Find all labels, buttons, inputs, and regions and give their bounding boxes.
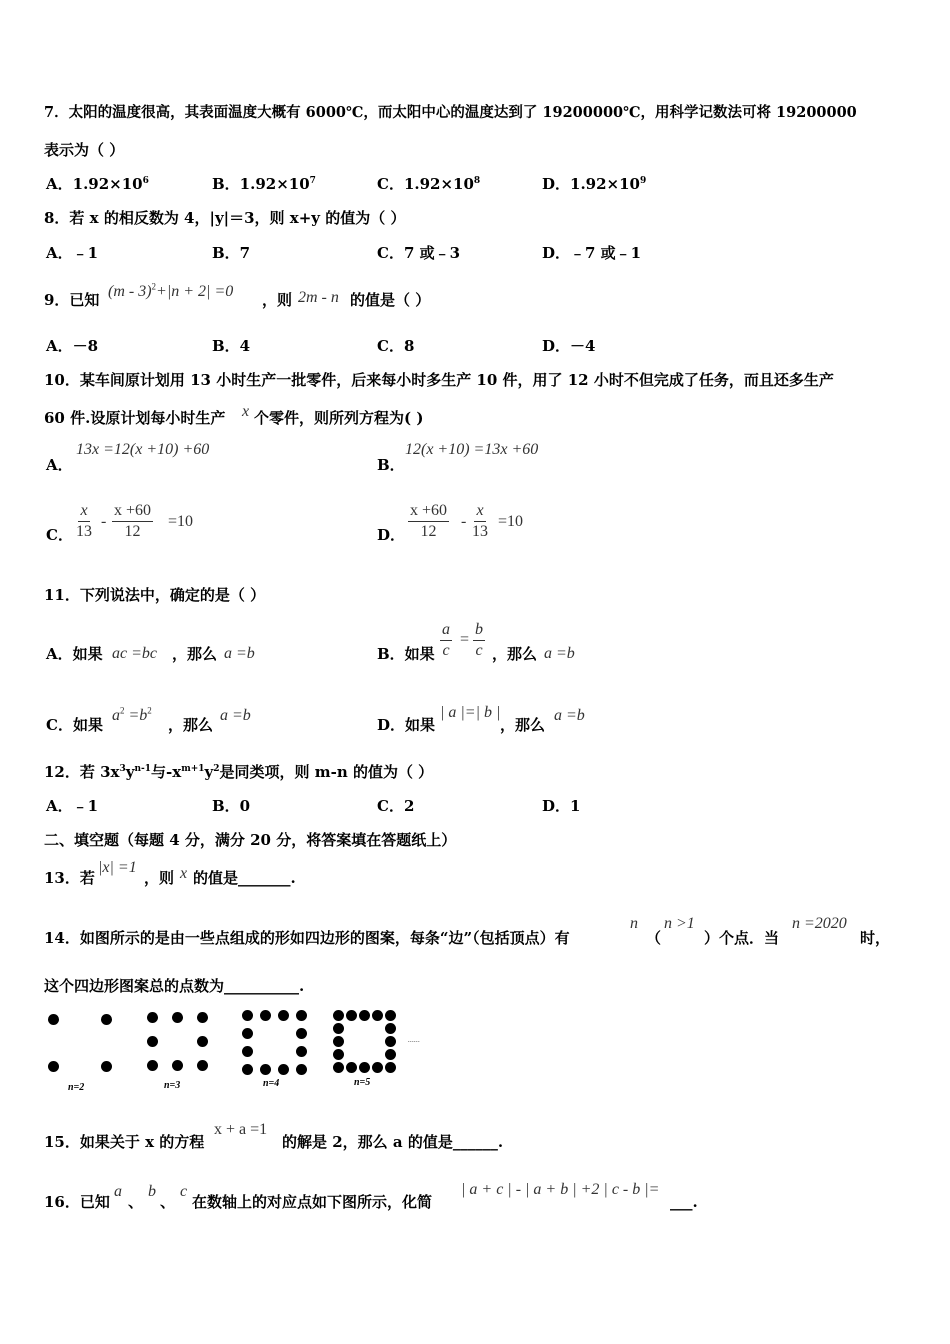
q9-prefix: 9．已知 [44,291,100,309]
figure-dot [172,1012,183,1023]
q16-var-b: b [148,1183,156,1200]
q11-option-b-mid: ，那么 [492,645,538,663]
q9-expression: 2m - n [298,289,339,306]
q12-stem: 12．若 $3x^3y^{n-1}$与$-x^{m+1}y^2$是同类项，则 m-n 的值为（ ） [44,763,434,781]
q11-option-b-frac2: $\frac{b}{c}$ [475,621,483,659]
figure-dot [147,1012,158,1023]
q9-equation: (m - 3)$^2$+|n + 2| =0 [108,281,234,300]
q16-var-a: a [114,1183,122,1200]
q16-expression: | a + c | - | a + b | +2 | c - b |= [461,1181,660,1198]
q14-paren: （ [646,929,662,947]
figure-dot [333,1023,344,1034]
figure-dot [372,1010,383,1021]
figure-dot [172,1060,183,1071]
figure-dot [333,1036,344,1047]
q7-line1: 7．太阳的温度很高，其表面温度大概有 6000℃，而太阳中心的温度达到了 19200000℃，用科学记数法可将 19200000 [44,104,857,121]
q15-prefix: 15．如果关于 x 的方程 [44,1133,205,1151]
figure-dot [260,1010,271,1021]
figure-dot [333,1062,344,1073]
q10-option-d-minus: - [461,513,467,530]
figure-dot [296,1064,307,1075]
figure-dot [48,1061,59,1072]
figure-dot [372,1062,383,1073]
q15-suffix: 的解是 2，那么 a 的值是______. [282,1133,504,1151]
figure-dot [197,1036,208,1047]
figure-dot [242,1046,253,1057]
q11-option-b-frac1: $\frac{a}{c}$ [442,621,450,659]
q11-option-d-mid: ，那么 [500,716,546,734]
figure-dot [197,1012,208,1023]
q7-option-b: B．$1.92\times 10^7$ [212,175,316,193]
q10-line1: 10．某车间原计划用 13 小时生产一批零件，后来每小时多生产 10 件，用了 12 小时不但完成了任务，而且还多生产 [44,371,834,389]
q16-var-c: c [180,1183,188,1200]
figure-dot [242,1064,253,1075]
q14-line1a: 14．如图所示的是由一些点组成的形如四边形的图案，每条“边”（包括顶点）有 [44,929,570,947]
figure-dot [260,1064,271,1075]
figure-dot [278,1064,289,1075]
q13-condition: |x| =1 [98,859,137,876]
q9-option-a: A．－8 [46,337,99,355]
q11-option-b-result: a =b [544,645,575,662]
q11-option-a-cond: ac =bc [112,645,157,662]
figure-dot [242,1028,253,1039]
q11-option-b-prefix: B．如果 [377,645,435,663]
q9-option-b: B．4 [212,337,251,355]
q11-option-d-prefix: D．如果 [377,716,436,734]
figure-dot [147,1036,158,1047]
q7-option-c: C．$1.92\times 10^8$ [377,175,481,193]
q10-option-c-rhs: =10 [168,513,194,530]
q11-option-a-prefix: A．如果 [46,645,103,663]
q8-stem: 8．若 x 的相反数为 4，|y|＝3，则 x+y 的值为（ ） [44,209,406,227]
figure-dot [346,1062,357,1073]
q10-option-d-frac2: $\frac{x}{13}$ [472,502,488,540]
q10-option-d-rhs: =10 [498,513,524,530]
figure-dot [346,1010,357,1021]
figure-dot [242,1010,253,1021]
q14-line2: 这个四边形图案总的点数为__________. [44,977,305,995]
q10-option-d-frac1: $\frac{x +60}{12}$ [410,502,448,540]
q10-option-b-label: B． [377,456,405,474]
q11-stem: 11．下列说法中，确定的是（ ） [44,586,266,604]
q13-variable: x [180,865,188,882]
figure-dot [296,1046,307,1057]
figure-label-n2: n=2 [68,1082,85,1093]
q10-line2a: 60 件.设原计划每小时生产 [44,409,226,427]
figure-dot [359,1062,370,1073]
figure-dot [333,1049,344,1060]
q8-option-c: C．7 或﹣3 [377,244,461,262]
q7-line2: 表示为（ ） [44,141,125,159]
q9-mid: ，则 [262,291,293,309]
q14-condition-2020: n =2020 [792,915,847,932]
q12-option-d: D．1 [542,797,581,815]
q11-option-a-result: a =b [224,645,255,662]
q11-option-c-cond: $a^2 =b^2$ [112,705,152,724]
q16-sep1: 、 [128,1193,144,1211]
q11-option-b-equals: = [460,631,470,648]
q10-option-a-label: A． [46,456,73,474]
q11-option-c-prefix: C．如果 [46,716,103,734]
q11-option-d-cond: | a |=| b | [440,704,501,721]
figure-dot [147,1060,158,1071]
figure-dot [333,1010,344,1021]
figure-dot [197,1060,208,1071]
figure-dot [48,1014,59,1025]
q14-condition: n >1 [664,915,695,932]
q10-option-c-label: C． [46,526,73,544]
q13-prefix: 13．若 [44,869,95,887]
q9-option-d: D．－4 [542,337,596,355]
q9-suffix: 的值是（ ） [350,291,431,309]
figure-dot [296,1010,307,1021]
q13-mid: ，则 [144,869,175,887]
q8-option-d: D．﹣7 或﹣1 [542,244,642,262]
section-heading: 二、填空题（每题 4 分，满分 20 分，将答案填在答题纸上） [44,831,457,849]
figure-dot [278,1010,289,1021]
figure-dot [385,1049,396,1060]
q16-sep2: 、 [160,1193,176,1211]
q10-option-c-frac2: $\frac{x +60}{12}$ [114,502,152,540]
q11-option-d-result: a =b [554,707,585,724]
figure-dot [296,1028,307,1039]
q8-option-a: A．﹣1 [46,244,99,262]
figure-dot [359,1010,370,1021]
figure-dot [101,1061,112,1072]
q16-suffix: ___. [670,1193,698,1211]
q11-option-c-result: a =b [220,707,251,724]
q15-equation: x + a =1 [214,1121,268,1138]
q14-line1b: ）个点．当 [704,929,780,947]
q11-option-a-mid: ，那么 [172,645,218,663]
q16-mid: 在数轴上的对应点如下图所示，化简 [192,1193,433,1211]
q7-option-d: D．$1.92\times 10^9$ [542,175,647,193]
figure-label-n3: n=3 [164,1080,181,1091]
figure-ellipsis: …… [408,1038,420,1044]
q7-option-a: A．$1.92\times 10^6$ [46,175,149,193]
figure-dot [385,1010,396,1021]
figure-label-n4: n=4 [263,1078,280,1089]
q10-line2b: 个零件，则所列方程为( ) [254,409,424,427]
figure-dot [385,1023,396,1034]
q16-prefix: 16．已知 [44,1193,110,1211]
q10-option-d-label: D． [377,526,406,544]
q8-option-b: B．7 [212,244,251,262]
q11-option-c-mid: ，那么 [168,716,214,734]
q9-option-c: C．8 [377,337,415,355]
q12-option-c: C．2 [377,797,415,815]
figure-dot [385,1062,396,1073]
q10-variable: x [242,403,250,420]
q10-option-c-minus: - [101,513,107,530]
q12-option-b: B．0 [212,797,251,815]
figure-label-n5: n=5 [354,1077,371,1088]
q10-option-b-equation: 12(x +10) =13x +60 [405,441,539,458]
figure-dot [385,1036,396,1047]
figure-dot [101,1014,112,1025]
q12-option-a: A．﹣1 [46,797,99,815]
q14-line1c: 时， [860,929,891,947]
q13-suffix: 的值是_______. [193,869,296,887]
q10-option-a-equation: 13x =12(x +10) +60 [76,441,210,458]
q14-n: n [630,915,638,932]
q10-option-c-frac1: $\frac{x}{13}$ [76,502,92,540]
